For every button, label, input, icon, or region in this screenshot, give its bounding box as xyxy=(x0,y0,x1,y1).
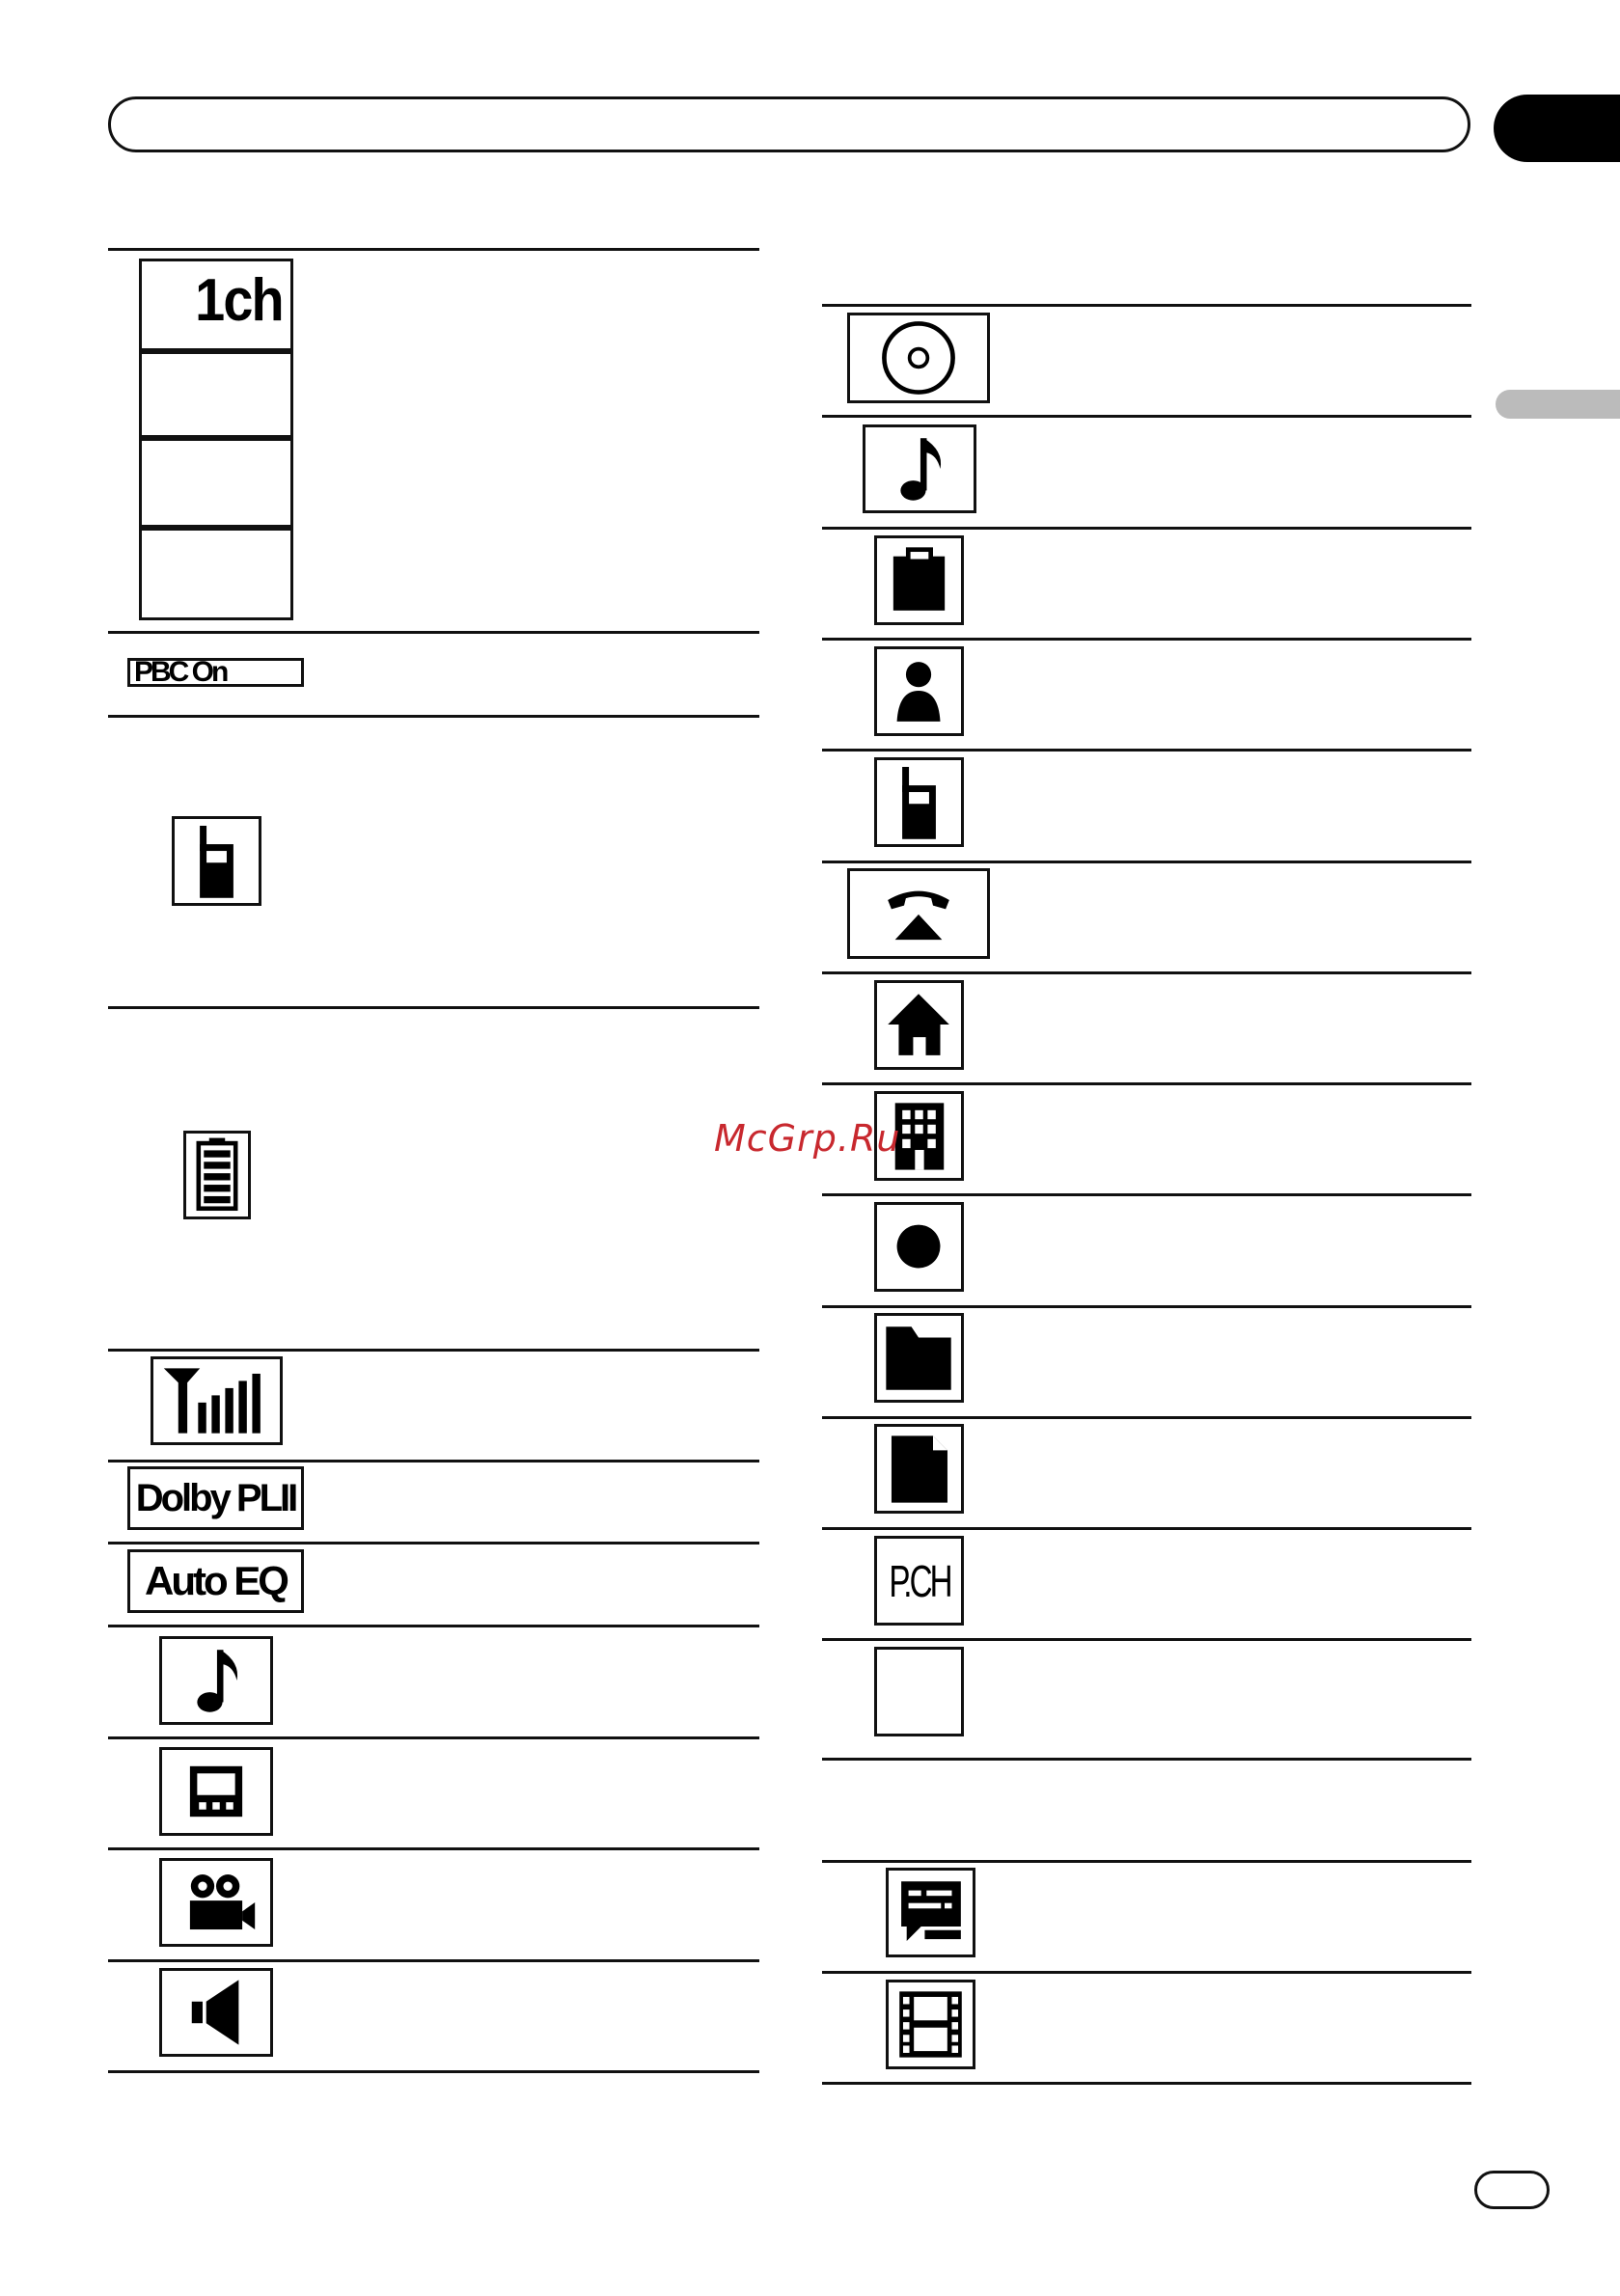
header-bar xyxy=(108,96,1470,152)
page-number-pill xyxy=(1474,2171,1550,2209)
rule xyxy=(822,2082,1471,2085)
rule xyxy=(108,1460,759,1462)
rule xyxy=(822,1305,1471,1308)
rule xyxy=(108,1847,759,1850)
rule xyxy=(108,1959,759,1962)
speaker-icon xyxy=(159,1968,273,2057)
disc-icon xyxy=(847,313,990,403)
rule xyxy=(108,1349,759,1352)
mobile-phone-icon xyxy=(172,816,261,906)
rule xyxy=(108,248,759,251)
blank-icon xyxy=(874,1647,964,1736)
rule xyxy=(822,1082,1471,1085)
file-icon xyxy=(874,1424,964,1514)
film-strip-icon xyxy=(886,1980,975,2069)
home-icon xyxy=(874,980,964,1070)
rule xyxy=(108,715,759,718)
section-tab xyxy=(1494,95,1620,162)
pch-icon xyxy=(874,1536,964,1626)
rule xyxy=(822,1193,1471,1196)
dolby-badge: Dolby PLII xyxy=(127,1466,304,1530)
rule xyxy=(822,1860,1471,1863)
rule xyxy=(822,749,1471,752)
rule xyxy=(822,1971,1471,1974)
rule xyxy=(822,1758,1471,1761)
rule xyxy=(108,1625,759,1627)
side-tab xyxy=(1496,390,1620,419)
rule xyxy=(822,861,1471,863)
rule xyxy=(108,1006,759,1009)
pbc-badge: PBC On xyxy=(127,658,304,687)
record-dot-icon xyxy=(874,1202,964,1292)
movie-camera-icon xyxy=(159,1858,273,1947)
autoeq-badge: Auto EQ xyxy=(127,1549,304,1613)
rule xyxy=(822,1416,1471,1419)
rule xyxy=(822,1638,1471,1641)
rule xyxy=(108,1542,759,1544)
music-note-icon xyxy=(863,424,976,513)
rule xyxy=(822,304,1471,307)
channel-label: 1ch xyxy=(195,267,283,334)
mobile-phone-icon xyxy=(874,757,964,847)
message-bubble-icon xyxy=(886,1868,975,1957)
rule xyxy=(108,631,759,634)
pch-label: P.CH xyxy=(888,1555,950,1606)
rule xyxy=(822,527,1471,530)
telephone-icon xyxy=(847,868,990,959)
rule xyxy=(108,1736,759,1739)
battery-icon xyxy=(183,1131,251,1219)
channel-indicator xyxy=(139,259,293,620)
rule xyxy=(822,638,1471,641)
rule xyxy=(108,2070,759,2073)
memory-card-icon xyxy=(874,535,964,625)
music-note-icon xyxy=(159,1636,273,1725)
folder-icon xyxy=(874,1313,964,1403)
photo-frame-icon xyxy=(159,1747,273,1836)
rule xyxy=(822,415,1471,418)
rule xyxy=(822,971,1471,974)
signal-strength-icon xyxy=(151,1356,283,1445)
contact-person-icon xyxy=(874,646,964,736)
rule xyxy=(822,1527,1471,1530)
watermark: McGrp.Ru xyxy=(714,1117,901,1160)
